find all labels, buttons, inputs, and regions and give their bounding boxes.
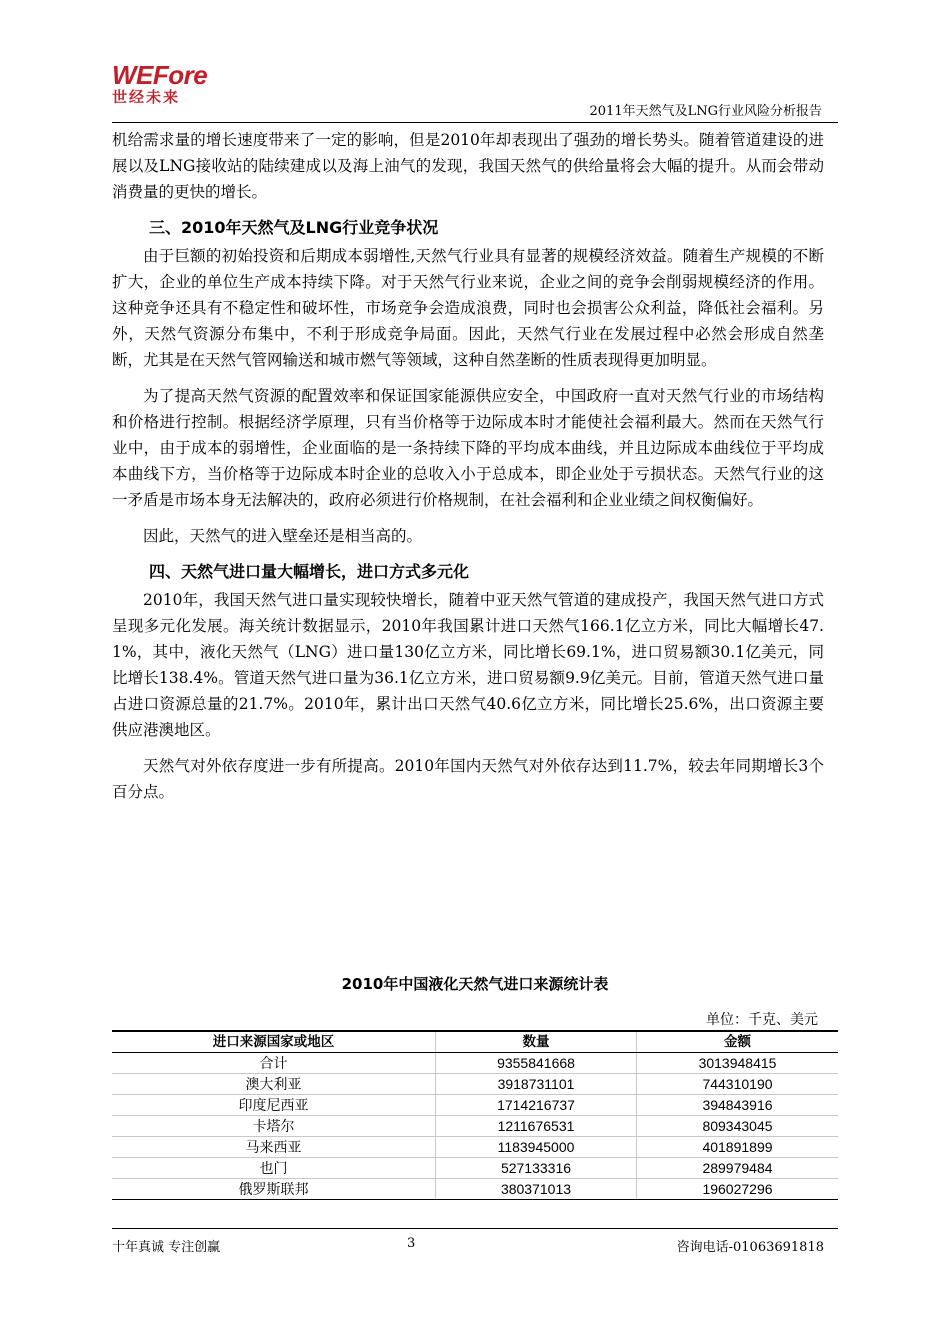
- column-header-region: 进口来源国家或地区: [112, 1031, 436, 1053]
- cell-amount: 744310190: [637, 1074, 839, 1095]
- table-unit: 单位：千克、美元: [706, 1012, 818, 1028]
- table-title: 2010年中国液化天然气进口来源统计表: [341, 975, 609, 993]
- paragraph-dependency: 天然气对外依存度进一步有所提高。2010年国内天然气对外依存达到11.7%，较去年同期增长3个百分点。: [112, 757, 824, 801]
- footer-phone: 咨询电话-01063691818: [676, 1240, 824, 1255]
- table-row: [112, 1074, 838, 1095]
- table-row: [112, 1158, 838, 1179]
- cell-region: 澳大利亚: [112, 1074, 436, 1095]
- column-header-quantity: 数量: [436, 1031, 637, 1053]
- cell-quantity: 1714216737: [436, 1095, 637, 1116]
- section-heading-3: 三、2010年天然气及LNG行业竞争状况: [149, 218, 439, 237]
- cell-amount: 3013948415: [637, 1053, 839, 1074]
- cell-region: 卡塔尔: [112, 1116, 436, 1137]
- cell-quantity: 1183945000: [436, 1137, 637, 1158]
- paragraph-imports: 2010年，我国天然气进口量实现较快增长，随着中亚天然气管道的建成投产，我国天然气进口方式呈现多元化发展。海关统计数据显示，2010年我国累计进口天然气166.1亿立方米，同比大幅增长47.1%，其中，液化天然气（LNG）进口量130亿立方米，同比增长69.1%，进口贸易额30.1亿美元，同比增长138.4%。管道天然气进口量为36.1亿立方米，进口贸易额9.9亿美元。目前，管道天然气进口量占进口资源总量的21.7%。2010年，累计出口天然气40.6亿立方米，同比增长25.6%，出口资源主要供应港澳地区。: [112, 591, 824, 739]
- paragraph-barrier: 因此，天然气的进入壁垒还是相当高的。: [143, 527, 423, 545]
- cell-amount: 289979484: [637, 1158, 839, 1179]
- cell-quantity: 380371013: [436, 1179, 637, 1200]
- table-row: [112, 1179, 838, 1200]
- cell-quantity: 9355841668: [436, 1053, 637, 1074]
- lng-import-table: [112, 1030, 838, 1200]
- page-number: 3: [407, 1236, 416, 1251]
- paragraph-continued: 机给需求量的增长速度带来了一定的影响，但是2010年却表现出了强劲的增长势头。随着管道建设的进展以及LNG接收站的陆续建成以及海上油气的发现，我国天然气的供给量将会大幅的提升。从而会带动消费量的更快的增长。: [112, 131, 824, 201]
- cell-amount: 401891899: [637, 1137, 839, 1158]
- cell-region: 合计: [112, 1053, 436, 1074]
- cell-region: 马来西亚: [112, 1137, 436, 1158]
- table-header-row: [112, 1031, 838, 1053]
- logo-chinese-name: 世经未来: [112, 88, 181, 106]
- cell-region: 印度尼西亚: [112, 1095, 436, 1116]
- section-heading-4: 四、天然气进口量大幅增长，进口方式多元化: [149, 562, 470, 581]
- table-row: [112, 1137, 838, 1158]
- cell-region: 俄罗斯联邦: [112, 1179, 436, 1200]
- cell-amount: 196027296: [637, 1179, 839, 1200]
- cell-region: 也门: [112, 1158, 436, 1179]
- paragraph-competition: 由于巨额的初始投资和后期成本弱增性,天然气行业具有显著的规模经济效益。随着生产规模的不断扩大，企业的单位生产成本持续下降。对于天然气行业来说，企业之间的竞争会削弱规模经济的作用。这种竞争还具有不稳定性和破坏性，市场竞争会造成浪费，同时也会损害公众利益，降低社会福利。另外，天然气资源分布集中，不利于形成竞争局面。因此，天然气行业在发展过程中必然会形成自然垄断，尤其是在天然气管网输送和城市燃气等领域，这种自然垄断的性质表现得更加明显。: [112, 247, 824, 369]
- company-logo: [112, 62, 207, 106]
- paragraph-regulation: 为了提高天然气资源的配置效率和保证国家能源供应安全，中国政府一直对天然气行业的市场结构和价格进行控制。根据经济学原理，只有当价格等于边际成本时才能使社会福利最大。然而在天然气行业中，由于成本的弱增性，企业面临的是一条持续下降的平均成本曲线，并且边际成本曲线位于平均成本曲线下方，当价格等于边际成本时企业的总收入小于总成本，即企业处于亏损状态。天然气行业的这一矛盾是市场本身无法解决的，政府必须进行价格规制，在社会福利和企业业绩之间权衡偏好。: [112, 387, 824, 509]
- report-title: 2011年天然气及LNG行业风险分析报告: [589, 104, 822, 119]
- page-body: [112, 127, 824, 815]
- logo-wordmark: WEFore: [112, 60, 208, 90]
- table-row: [112, 1095, 838, 1116]
- table-row: [112, 1116, 838, 1137]
- footer-divider: [112, 1228, 838, 1229]
- header-divider: [112, 122, 838, 123]
- cell-quantity: 1211676531: [436, 1116, 637, 1137]
- table-row: [112, 1053, 838, 1074]
- cell-quantity: 527133316: [436, 1158, 637, 1179]
- cell-amount: 394843916: [637, 1095, 839, 1116]
- column-header-amount: 金额: [637, 1031, 839, 1053]
- cell-amount: 809343045: [637, 1116, 839, 1137]
- cell-quantity: 3918731101: [436, 1074, 637, 1095]
- footer-slogan: 十年真诚 专注创赢: [112, 1240, 221, 1255]
